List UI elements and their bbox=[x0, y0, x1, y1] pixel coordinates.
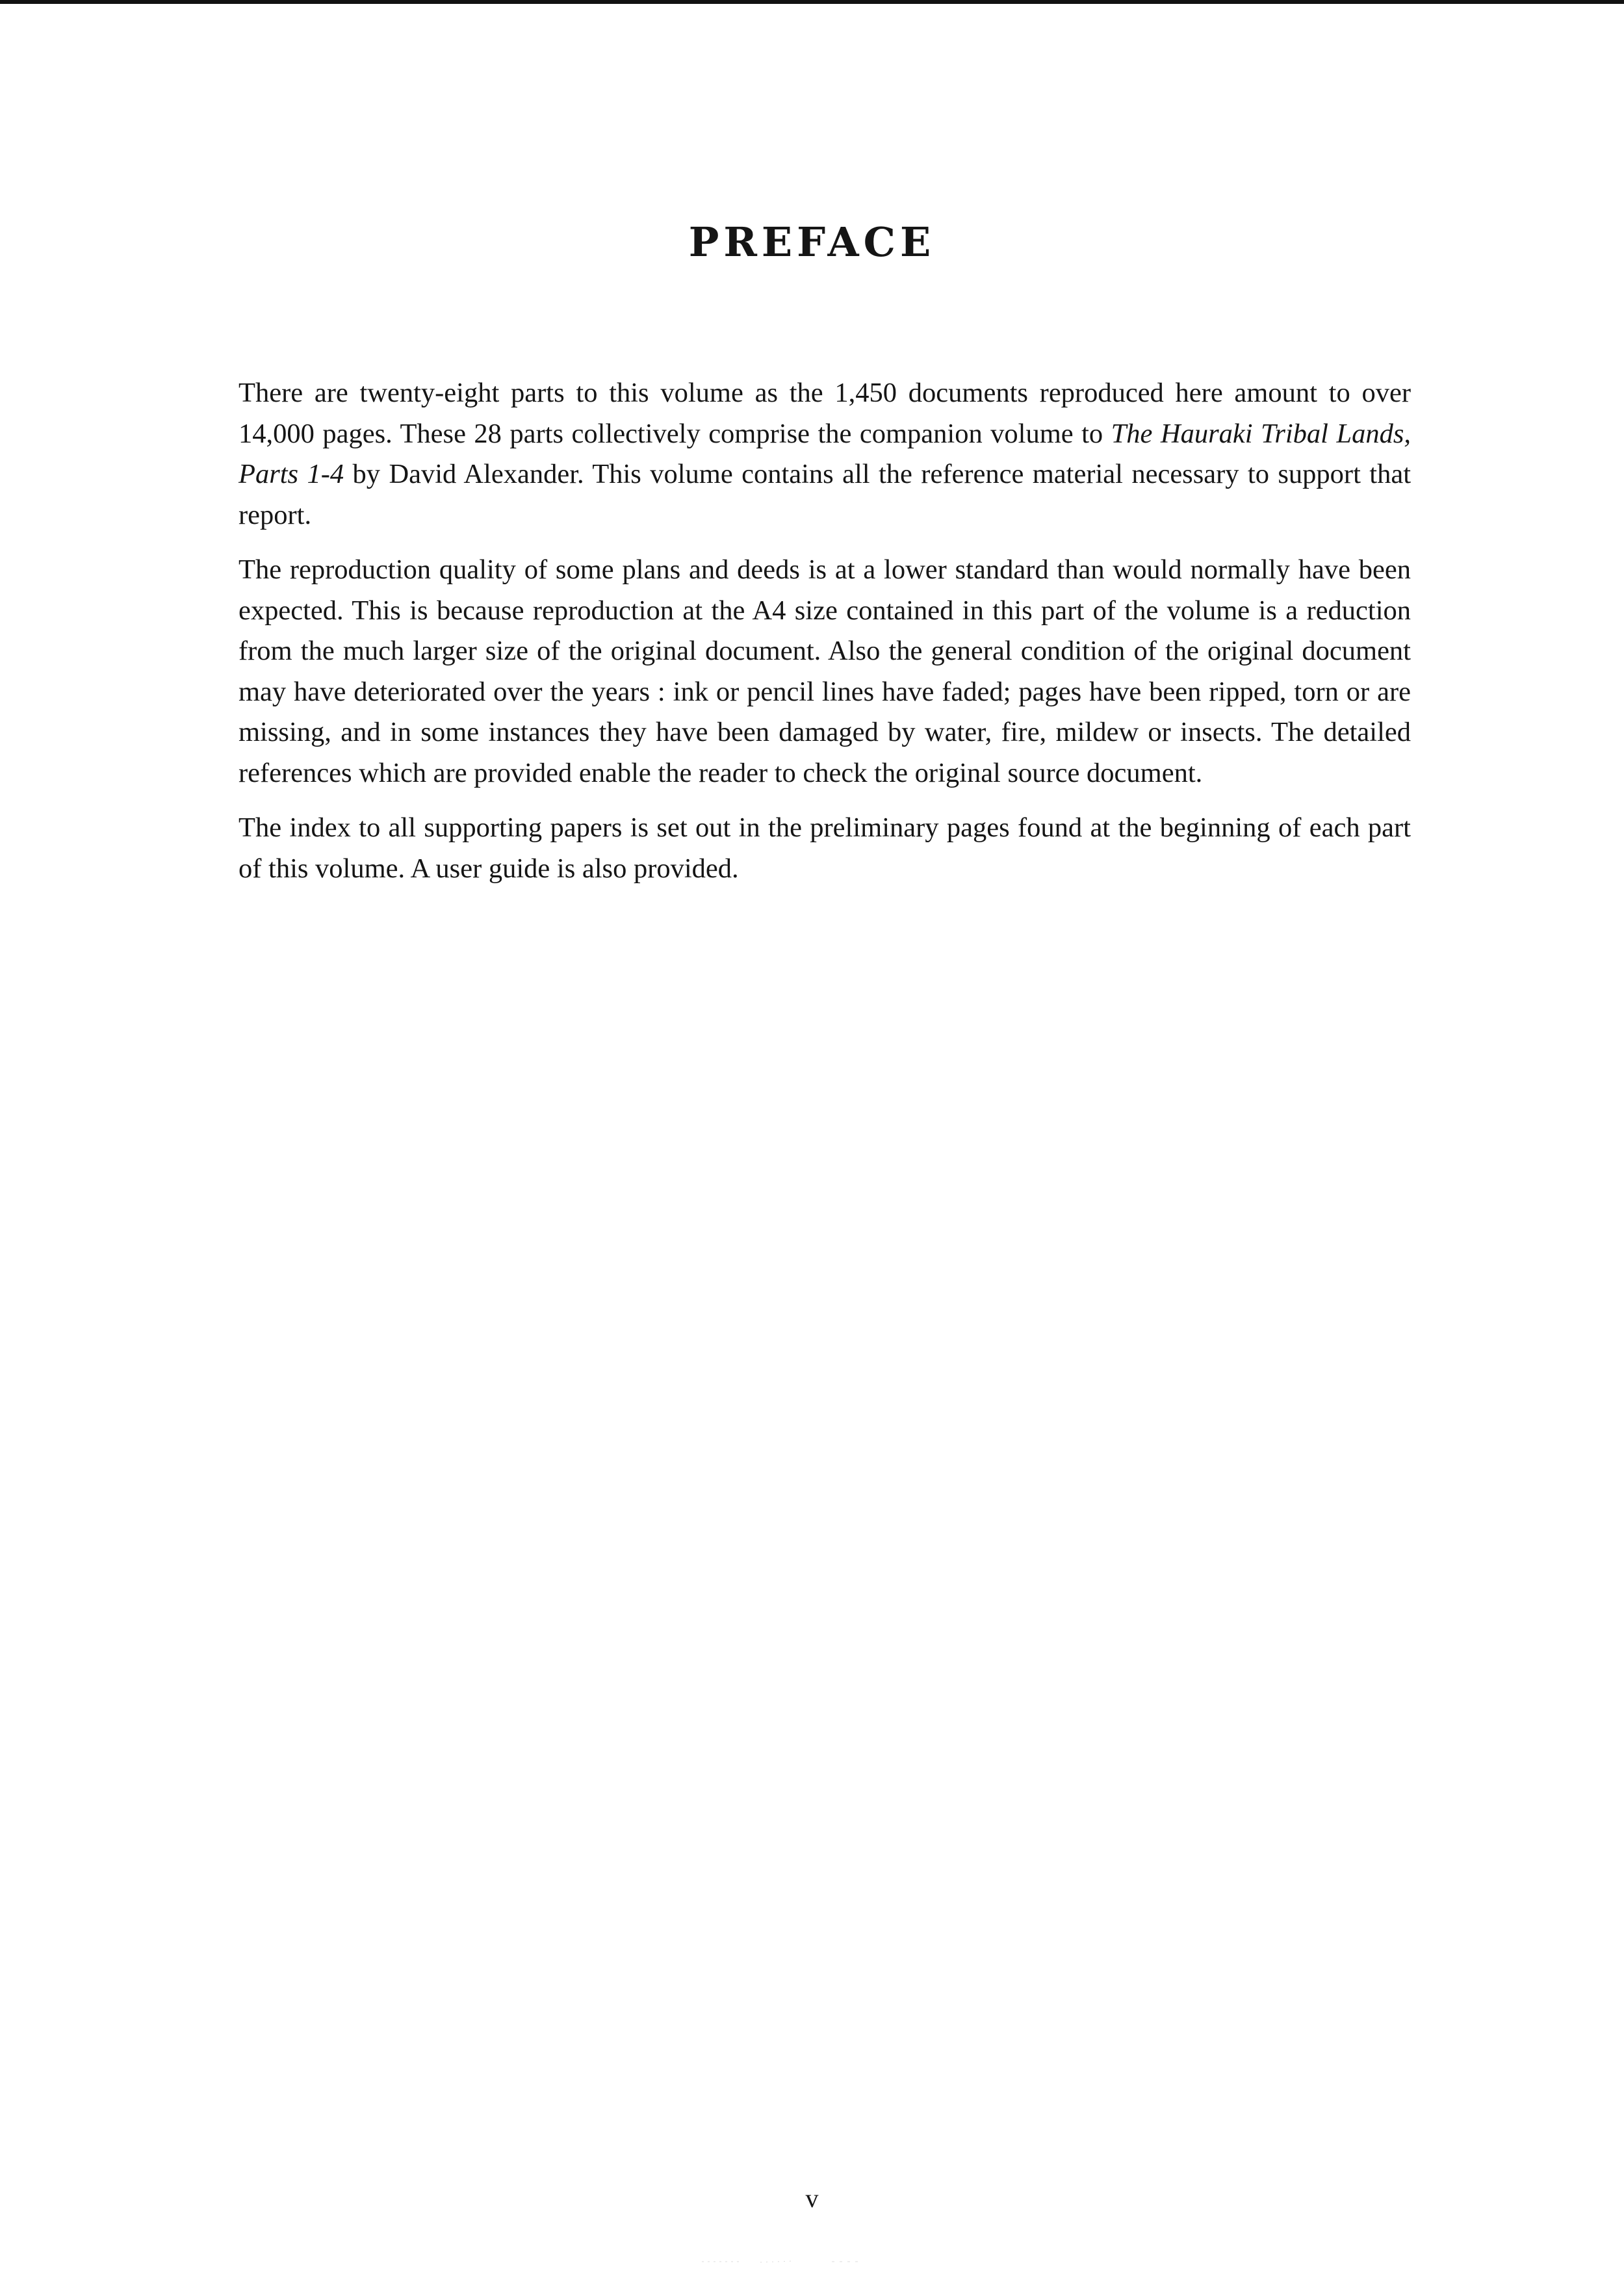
paragraph-1 bbox=[238, 373, 1411, 536]
paragraph-1-text-b: by David Alexander. This volume contains all the reference material necessary to support that report. bbox=[238, 459, 1411, 530]
paragraph-3-text: The index to all supporting papers is set out in the preliminary pages found at the beginning of each part of this volume. A user guide is also provided. bbox=[238, 812, 1411, 884]
page-title: PREFACE bbox=[688, 218, 936, 266]
paragraph-1-text-a: There are twenty-eight parts to this volume as the 1,450 documents reproduced here amount to over 14,000 pages. These 28 parts collectively comprise the companion volume to bbox=[238, 378, 1411, 449]
book-title-italic: The Hauraki Tribal Lands, Parts 1-4 bbox=[238, 418, 1411, 489]
paragraph-3 bbox=[238, 808, 1411, 889]
scan-artifact bbox=[702, 2259, 871, 2264]
preface-body bbox=[238, 373, 1411, 903]
paragraph-2-text: The reproduction quality of some plans and deeds is at a lower standard than would normally have been expected. This is because reproduction at the A4 size contained in this part of the volume is a reduction from the much larger size of the original document. Also the general condition of the original document may have deteriorated over the years : ink or pencil lines have faded; pages have been ripped, torn or are missing, and in some instances they have been damaged by water, fire, mildew or insects. The detailed references which are provided enable the reader to check the original source document. bbox=[238, 554, 1411, 788]
paragraph-2 bbox=[238, 550, 1411, 794]
page-number: v bbox=[805, 2184, 819, 2213]
